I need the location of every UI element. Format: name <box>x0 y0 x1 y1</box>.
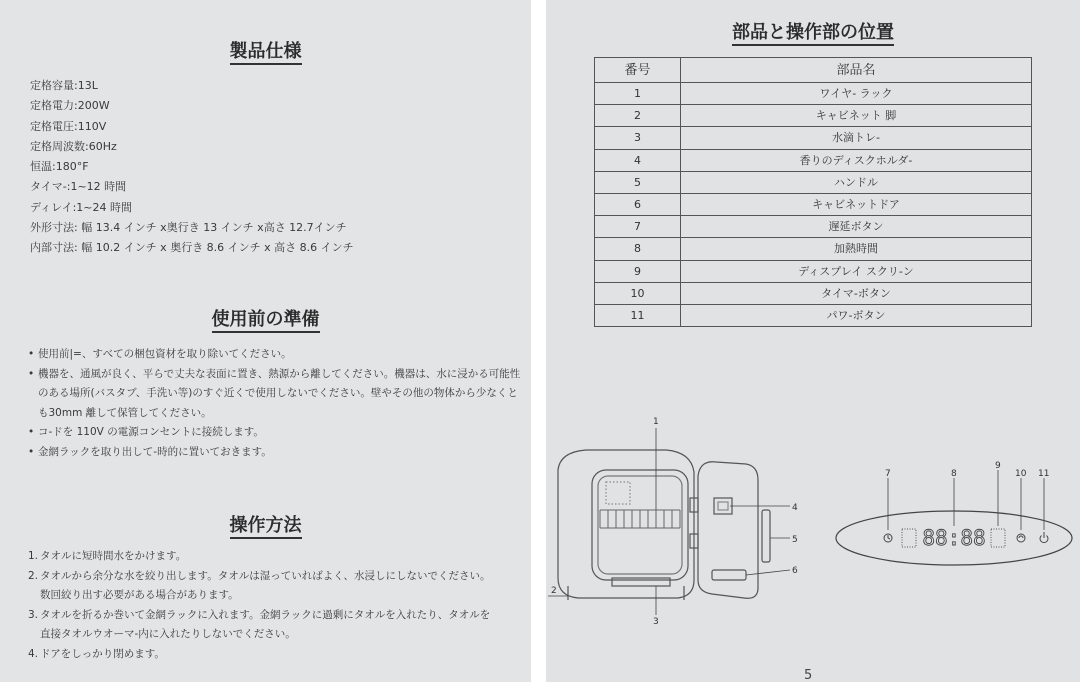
part-number: 4 <box>595 149 681 171</box>
spec-item: 定格容量:13L <box>30 79 98 92</box>
part-name: 遅延ボタン <box>681 216 1032 238</box>
display-readout: 88:88 <box>922 526 986 550</box>
ops-item: 2. タオルから余分な水を絞り出します。タオルは湿っていればよく、水浸しにしないでください。 数回絞り出す必要がある場合があります。 <box>28 569 491 602</box>
table-row <box>595 105 1032 127</box>
part-name: キャビネット 脚 <box>681 105 1032 127</box>
part-name: パワ-ボタン <box>681 304 1032 326</box>
part-number: 8 <box>595 238 681 260</box>
table-row <box>595 260 1032 282</box>
part-number: 10 <box>595 282 681 304</box>
prep-item: • 機器を、通風が良く、平らで丈夫な表面に置き、熱源から離してください。機器は、水に浸かる可能性のある場所(バスタブ、手洗い等)のすぐ近くで使用しないでください。壁やその他の物体から少なくとも30mm 離して保管してください。 <box>28 365 523 424</box>
page-number: 5 <box>804 668 813 682</box>
spec-item: 定格電圧:110V <box>30 119 107 133</box>
part-number: 3 <box>595 127 681 149</box>
part-name: ハンドル <box>681 171 1032 193</box>
part-number: 6 <box>595 193 681 215</box>
part-number: 1 <box>595 83 681 105</box>
table-row <box>595 149 1032 171</box>
part-number: 7 <box>595 216 681 238</box>
right-page <box>546 0 1080 682</box>
part-number: 9 <box>595 260 681 282</box>
table-row <box>595 282 1032 304</box>
part-name: ワイヤ- ラック <box>681 83 1032 105</box>
prep-item: • 使用前|=、すべての梱包資材を取り除いてください。 <box>28 345 523 365</box>
part-name: 水滴トレ- <box>681 127 1032 149</box>
callout-4: 4 <box>792 503 798 513</box>
header-part-name: 部品名 <box>681 58 1032 83</box>
part-name: タイマ-ボタン <box>681 282 1032 304</box>
power-button-icon <box>1040 532 1048 543</box>
heat-indicator-icon <box>902 529 916 547</box>
callout-3: 3 <box>653 617 659 625</box>
spec-item: 内部寸法: 幅 10.2 インチ x 奥行き 8.6 インチ x 高さ 8.6 インチ <box>30 241 354 255</box>
ops-heading: 操作方法 <box>0 511 531 537</box>
table-row <box>595 193 1032 215</box>
spec-item: 定格周波数:60Hz <box>30 139 117 153</box>
prep-item: • コ-ドを 110V の電源コンセントに接続します。 <box>28 423 523 443</box>
part-number: 5 <box>595 171 681 193</box>
ops-item: 4. ドアをしっかり閉めます。 <box>28 647 165 660</box>
table-row <box>595 238 1032 260</box>
spec-item: 恒温:180°F <box>30 160 89 174</box>
table-row <box>595 216 1032 238</box>
prep-item: • 金網ラックを取り出して-時的に置いておきます。 <box>28 443 523 463</box>
prep-heading: 使用前の準備 <box>0 305 531 331</box>
callout-11: 11 <box>1038 469 1050 479</box>
callout-6: 6 <box>792 566 798 576</box>
table-row <box>595 83 1032 105</box>
part-number: 11 <box>595 304 681 326</box>
part-name: 加熱時間 <box>681 238 1032 260</box>
spec-item: 外形寸法: 幅 13.4 インチ x奥行き 13 インチ x高さ 12.7インチ <box>30 221 347 235</box>
spec-item: ディレイ:1~24 時間 <box>30 200 132 214</box>
part-name: キャビネットドア <box>681 193 1032 215</box>
leader-lines <box>548 428 790 615</box>
parts-heading: 部品と操作部の位置 <box>546 18 1080 44</box>
table-row <box>595 304 1032 326</box>
cabinet-illustration <box>558 450 770 600</box>
product-diagram <box>546 410 1080 625</box>
spec-list <box>30 76 354 259</box>
timer-button-icon <box>1017 534 1025 542</box>
spec-item: タイマ-:1~12 時間 <box>30 180 127 194</box>
header-number: 番号 <box>595 58 681 83</box>
delay-button-icon <box>884 534 892 542</box>
callout-2: 2 <box>551 586 557 596</box>
part-number: 2 <box>595 105 681 127</box>
ops-item: 3. タオルを折るか巻いて金網ラックに入れます。金網ラックに過剰にタオルを入れたり、タオルを 直接タオルウオーマ-内に入れたりしないでください。 <box>28 608 491 641</box>
callout-5: 5 <box>792 535 798 545</box>
callout-10: 10 <box>1015 469 1027 479</box>
spec-item: 定格電力:200W <box>30 99 110 113</box>
prep-list <box>28 345 523 463</box>
parts-table-header <box>595 58 1032 83</box>
part-name: ディスプレイ スクリ-ン <box>681 260 1032 282</box>
callout-9: 9 <box>995 461 1001 471</box>
ops-item: 1. タオルに短時間水をかけます。 <box>28 550 187 562</box>
wire-rack <box>600 510 680 528</box>
part-name: 香りのディスクホルダ- <box>681 149 1032 171</box>
table-row <box>595 171 1032 193</box>
spec-heading: 製品仕様 <box>0 37 531 63</box>
left-page <box>0 0 531 682</box>
table-row <box>595 127 1032 149</box>
callout-7: 7 <box>885 469 891 479</box>
parts-table <box>594 57 1032 327</box>
ops-list <box>28 547 523 665</box>
display-screen-icon <box>991 529 1005 547</box>
callout-8: 8 <box>951 469 957 479</box>
callout-1: 1 <box>653 417 659 427</box>
